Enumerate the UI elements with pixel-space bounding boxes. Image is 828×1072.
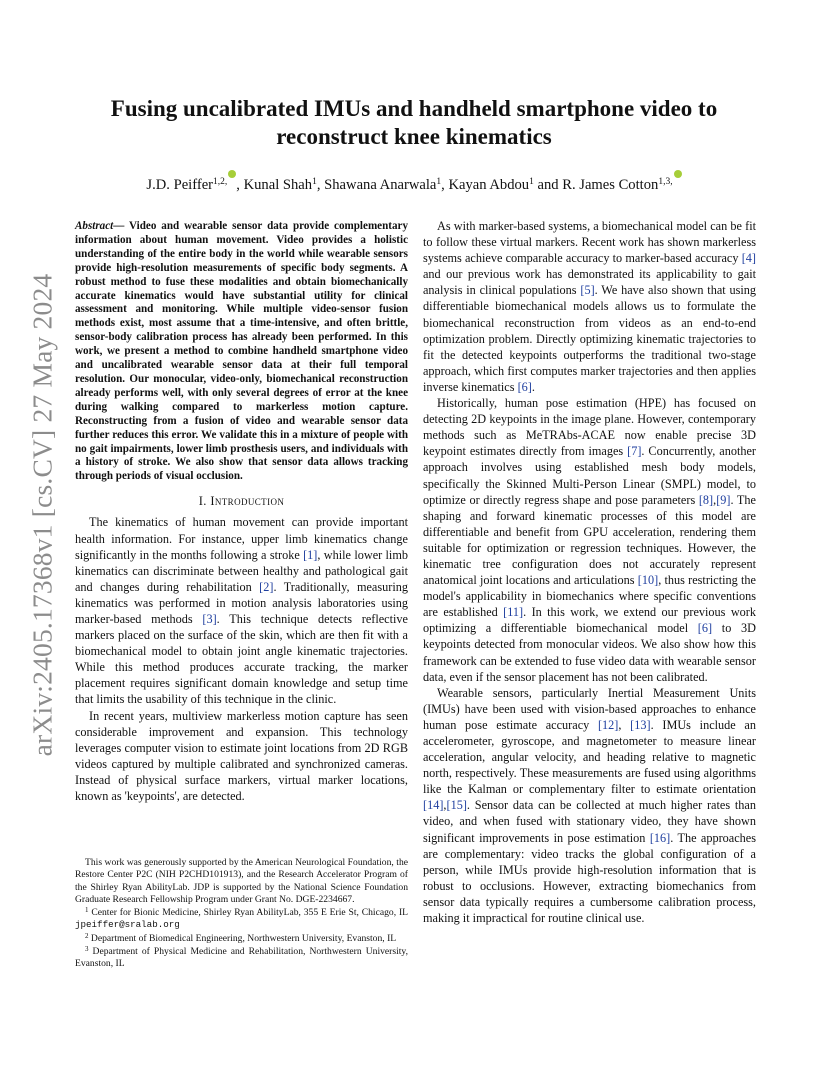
citation-link[interactable]: [3] [202, 611, 217, 626]
citation-link[interactable]: [12] [597, 717, 619, 732]
left-column [75, 220, 408, 804]
paragraph-text: , while lower limb kinematics can discriminate between healthy and pathological gait and changes during rehabilitation [75, 547, 408, 594]
paragraph-text: Wearable sensors, particularly Inertial Measurement Units (IMUs) have been used with vision-based approaches to enhance human pose estimate accuracy [423, 685, 756, 732]
author-affiliation: 1,2, [213, 177, 236, 187]
paragraph-text: , [443, 798, 447, 813]
author-affiliation: 1 [312, 177, 317, 187]
author-separator: and [533, 177, 563, 193]
paragraph-text: , [618, 717, 631, 732]
footnotes [75, 857, 408, 972]
paragraph-text: . This technique detects reflective markers placed on the surface of the skin, which are then fit with a biomechanical model to obtain joint angle kinematic trajectories. While this method produces accurate tracking, the marker placement requires significant domain knowledge and setup time that limits the usability of this technique in the clinic. [75, 611, 408, 707]
abstract-text: Video and wearable sensor data provide complementary information about human movement. Video provides a holistic understanding of the entire body in the world while wearable sensors provide high-resolution measurements of specific body segments. A robust method to fuse these modalities and obtain biomechanically accurate kinematics would have substantial utility for clinical assessment and monitoring. While multiple video-sensor fusion methods exist, most assume that a time-intensive, and often brittle, sensor-body calibration process has already been performed. In this work, we present a method to combine handheld smartphone video and uncalibrated wearable sensor data at their full temporal resolution. Our monocular, video-only, biomechanical reconstruction already performs well, with only several degrees of error at the knee during walking compared to markerless motion capture. Reconstructing from a fusion of video and wearable sensor data further reduces this error. We validate this in a mixture of people with no gait impairments, lower limb prosthesis users, and individuals with a history of stroke. We also show that sensor data allows tracking through periods of visual occlusion. [75, 220, 408, 483]
citation-link[interactable]: [6] [517, 379, 532, 394]
citation-link[interactable]: [16] [649, 830, 671, 845]
footnote-marker: 3 [85, 945, 89, 954]
abstract [75, 220, 408, 484]
paragraph [423, 395, 756, 685]
citation-link[interactable]: [1] [303, 547, 318, 562]
abstract-label: Abstract [75, 220, 114, 232]
author-separator: , [441, 177, 449, 193]
footnote-marker: 2 [85, 931, 89, 940]
right-column [423, 218, 756, 926]
paragraph-text: . In this work, we extend our previous work optimizing a differentiable biomechanical model [423, 605, 756, 636]
footnote-text: Department of Biomedical Engineering, Northwestern University, Evanston, IL [88, 932, 397, 944]
paragraph-text: . The approaches are complementary: video tracks the global configuration of a person, while IMUs provide high-resolution information that is robust to occlusions. However, extracting biomechanics from sensor data typically requires a cumbersome calibration process, making it impractical for routine clinical use. [423, 830, 757, 926]
citation-link[interactable]: [9] [716, 492, 731, 507]
abstract-dash: — [113, 220, 130, 232]
footnote [75, 933, 408, 945]
paragraph-text: . The shaping and forward kinematic processes of this model are differentiable and benefit from GPU acceleration, rendering them suitable for optimization or regression techniques. However, the kinematic tree configuration does not accurately represent anatomical joint locations and articulations [423, 492, 756, 588]
section-heading-introduction: I. Introduction [198, 494, 285, 509]
footnote-marker: 1 [85, 906, 89, 915]
footnote [75, 907, 408, 932]
paragraph-text: . IMUs include an accelerometer, gyroscope, and magnetometer to measure linear acceleration, angular velocity, and heading relative to magnetic north, respectively. These measurements are fused using algorithms like the Kalman or complementary filter to estimate orientation [423, 717, 756, 797]
footnote-email: jpeiffer@sralab.org [75, 919, 180, 931]
author-name: Kayan Abdou [448, 177, 530, 193]
paragraph [423, 685, 756, 926]
citation-link[interactable]: [2] [259, 579, 274, 594]
author-affiliation: 1 [529, 177, 534, 187]
footnote-text: This work was generously supported by the American Neurological Foundation, the Restore Center P2C (NIH P2CHD101913), and the Research Accelerator Program of the Shirley Ryan AbilityLab. JDP is supported by the National Science Foundation Graduate Research Fellowship Program under Grant No. DGE-2234667. [75, 857, 408, 905]
citation-link[interactable]: [7] [627, 444, 642, 459]
paragraph [75, 514, 408, 707]
paragraph-text: . Traditionally, measuring kinematics was performed in motion analysis laboratories using marker-based methods [75, 579, 408, 626]
author-name: Kunal Shah [243, 177, 313, 193]
orcid-icon [674, 170, 682, 178]
paragraph-text: , [713, 492, 717, 507]
paragraph-text: to 3D keypoints detected from monocular videos. We also show how this framework can be extended to fuse video data with wearable sensor data, even if the sensor placement has not been calibrated. [423, 621, 756, 684]
paragraph-text: In recent years, multiview markerless motion capture has seen considerable improvement and expansion. This technology leverages computer vision to estimate joint locations from 2D RGB videos captured by multiple calibrated and synchronized cameras. Instead of physical surface markers, virtual marker locations, known as 'keypoints', are detected. [75, 708, 408, 804]
citation-link[interactable]: [11] [503, 605, 524, 620]
author-list [70, 170, 758, 195]
author-affiliation: 1 [436, 177, 442, 187]
arxiv-identifier-stamp [22, 270, 62, 760]
citation-link[interactable]: [15] [446, 798, 467, 813]
citation-link[interactable]: [13] [630, 717, 651, 732]
citation-link[interactable]: [8] [698, 492, 714, 507]
footnote-text: Center for Bionic Medicine, Shirley Ryan AbilityLab, 355 E Erie St, Chicago, IL [88, 907, 408, 919]
paragraph [75, 708, 408, 805]
paragraph-text: and our previous work has demonstrated its applicability to gait analysis in clinical populations [423, 267, 756, 298]
citation-link[interactable]: [4] [741, 251, 756, 266]
author-name: J.D. Peiffer [146, 177, 214, 193]
footnote [75, 857, 408, 906]
paragraph-text: The kinematics of human movement can provide important health information. For instance, upper limb kinematics change significantly in the months following a stroke [75, 515, 408, 562]
introduction-body-left [75, 514, 408, 804]
author-separator: , [236, 177, 244, 193]
author-affiliation: 1,3, [658, 177, 681, 187]
arxiv-identifier-text: arXiv:2405.17368v1 [cs.CV] 27 May 2024 [26, 273, 57, 757]
footnote-text: Department of Physical Medicine and Rehabilitation, Northwestern University, Evanston, IL [75, 946, 408, 970]
author-name: Shawana Anarwala [324, 177, 437, 193]
paper-title: Fusing uncalibrated IMUs and handheld smartphone video to reconstruct knee kinematics [110, 96, 718, 149]
paragraph-text: Historically, human pose estimation (HPE) has focused on detecting 2D keypoints in the image plane. However, contemporary methods such as MeTRAbs-ACAE now enable precise 3D keypoint estimates directly from images [423, 396, 756, 459]
author-separator: , [316, 177, 325, 193]
paragraph-text: . [531, 379, 535, 394]
citation-link[interactable]: [14] [423, 798, 444, 813]
citation-link[interactable]: [10] [637, 573, 659, 588]
footnote [75, 946, 408, 971]
paragraph-text: . Sensor data can be collected at much higher rates than video, and when fused with stationary video, they have shown significant improvements in pose estimation [423, 798, 756, 845]
citation-link[interactable]: [6] [697, 621, 713, 636]
paragraph-text: As with marker-based systems, a biomechanical model can be fit to follow these virtual markers. Recent work has shown markerless systems achieve comparable accuracy to marker-based accuracy [423, 219, 756, 266]
citation-link[interactable]: [5] [580, 283, 595, 298]
paragraph-text: . We have also shown that using differentiable biomechanical models allows us to formulate the biomechanical reconstruction from videos as an end-to-end optimization problem. Directly optimizing kinematic trajectories to fit the detected keypoints outperforms the traditional two-stage approach, which first computes marker trajectories and then applies inverse kinematics [423, 283, 756, 394]
paragraph [423, 218, 756, 395]
author-name: R. James Cotton [562, 177, 659, 193]
paragraph-text: , thus restricting the model's applicability in biomechanics where specific conventions are established [423, 573, 756, 620]
paragraph-text: . Concurrently, another approach involves using established mesh body models, specifically the Skinned Multi-Person Linear (SMPL) model, to optimize or directly regress shape and pose parameters [423, 444, 756, 507]
